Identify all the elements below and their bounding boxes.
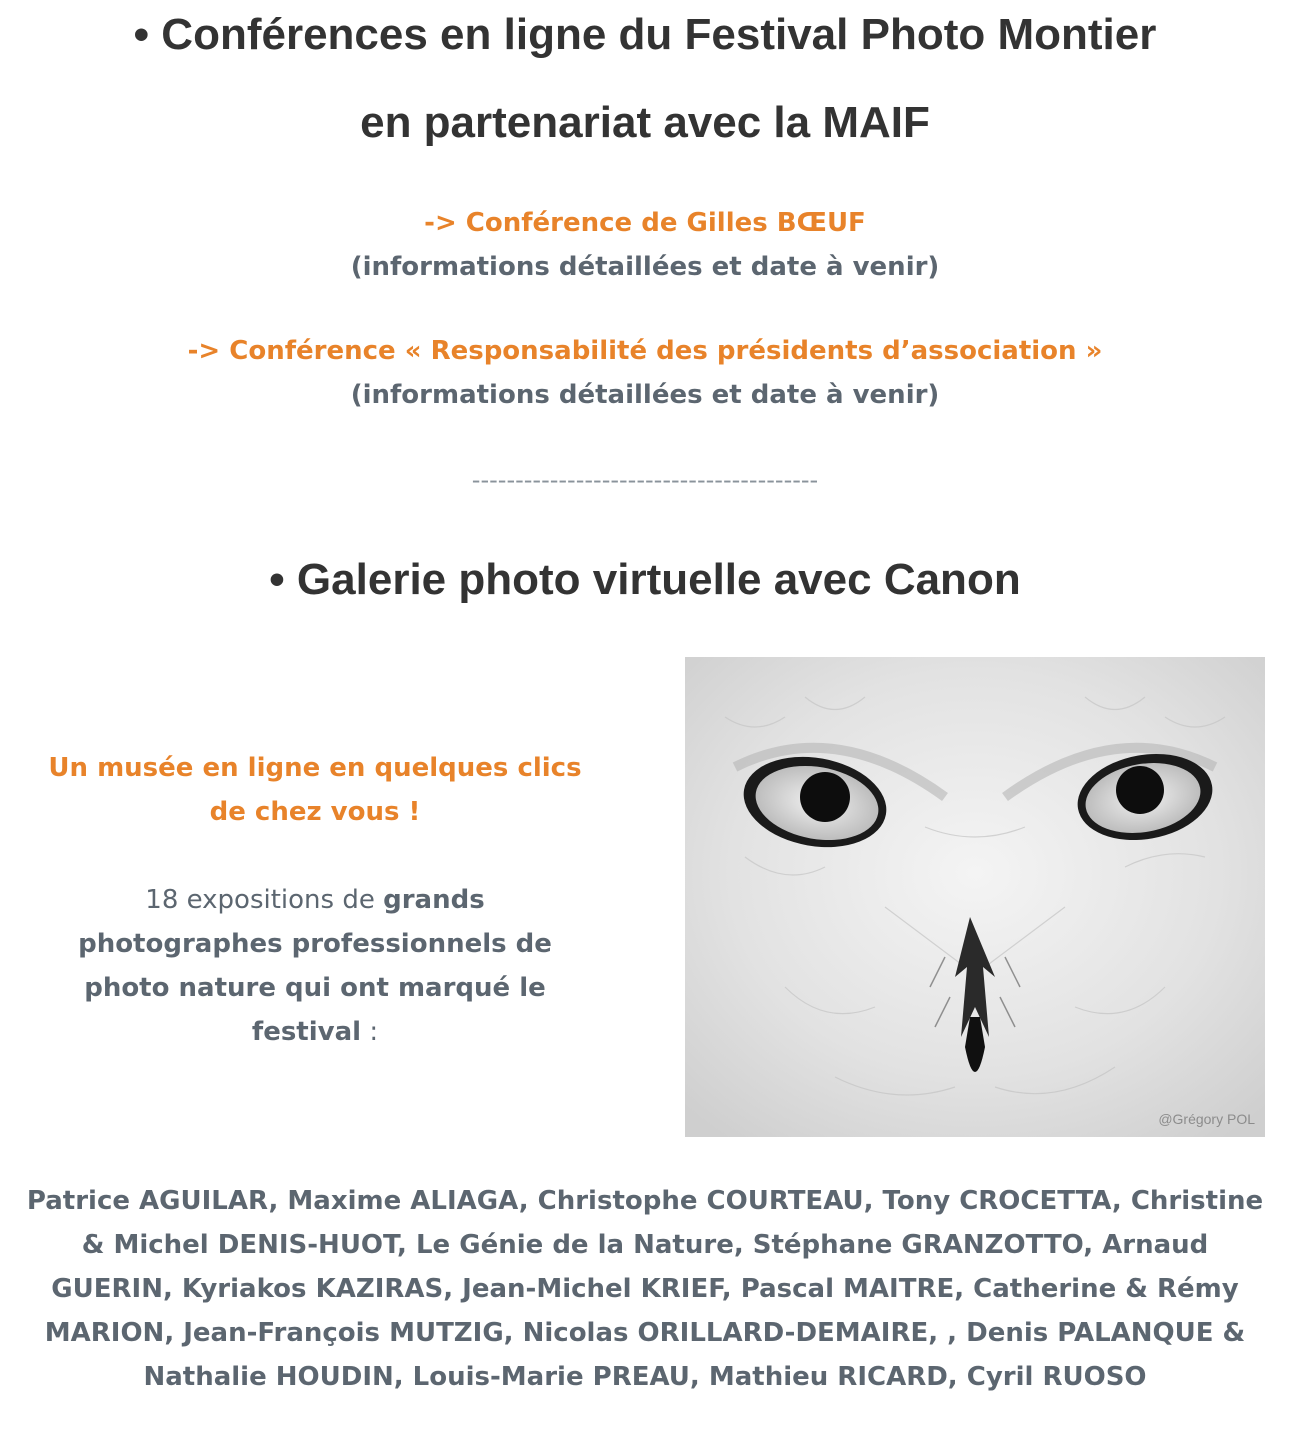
gallery-tagline-line1: Un musée en ligne en quelques clics	[48, 753, 582, 783]
conference-link-responsabilite[interactable]: -> Conférence « Responsabilité des présidents d’association »	[187, 336, 1103, 366]
owl-face-icon	[685, 657, 1265, 1137]
conferences-heading-line1: • Conférences en ligne du Festival Photo Montier	[133, 10, 1157, 59]
gallery-tagline[interactable]	[20, 746, 610, 834]
gallery-tagline-line2: de chez vous !	[209, 797, 421, 827]
snowy-owl-photo[interactable]	[685, 657, 1265, 1137]
conference-link-boeuf[interactable]: -> Conférence de Gilles BŒUF	[424, 208, 866, 238]
desc-bold: grands photographes professionnels de photo nature qui ont marqué le festival	[78, 885, 552, 1047]
conferences-heading-line2: en partenariat avec la MAIF	[360, 98, 930, 147]
photo-credit: @Grégory POL	[1158, 1111, 1255, 1127]
gallery-heading: • Galerie photo virtuelle avec Canon	[269, 555, 1021, 604]
desc-suffix: :	[361, 1017, 379, 1047]
photographers-list: Patrice AGUILAR, Maxime ALIAGA, Christophe COURTEAU, Tony CROCETTA, Christine & Michel DENIS-HUOT, Le Génie de la Nature, Stéphane GRANZOTTO, Arnaud GUERIN, Kyriakos KAZIRAS, Jean-Michel KRIEF, Pascal MAITRE, Catherine & Rémy MARION, Jean-François MUTZIG, Nicolas ORILLARD-DEMAIRE, , Denis PALANQUE & Nathalie HOUDIN, Louis-Marie PREAU, Mathieu RICARD, Cyril RUOSO	[26, 1186, 1264, 1392]
conference-note-responsabilite: (informations détaillées et date à venir)	[350, 380, 940, 410]
gallery-description	[60, 878, 570, 1054]
section-separator: ----------------------------------------	[471, 466, 819, 494]
desc-prefix: 18 expositions de	[145, 885, 384, 915]
conference-note-boeuf: (informations détaillées et date à venir)	[350, 252, 940, 282]
